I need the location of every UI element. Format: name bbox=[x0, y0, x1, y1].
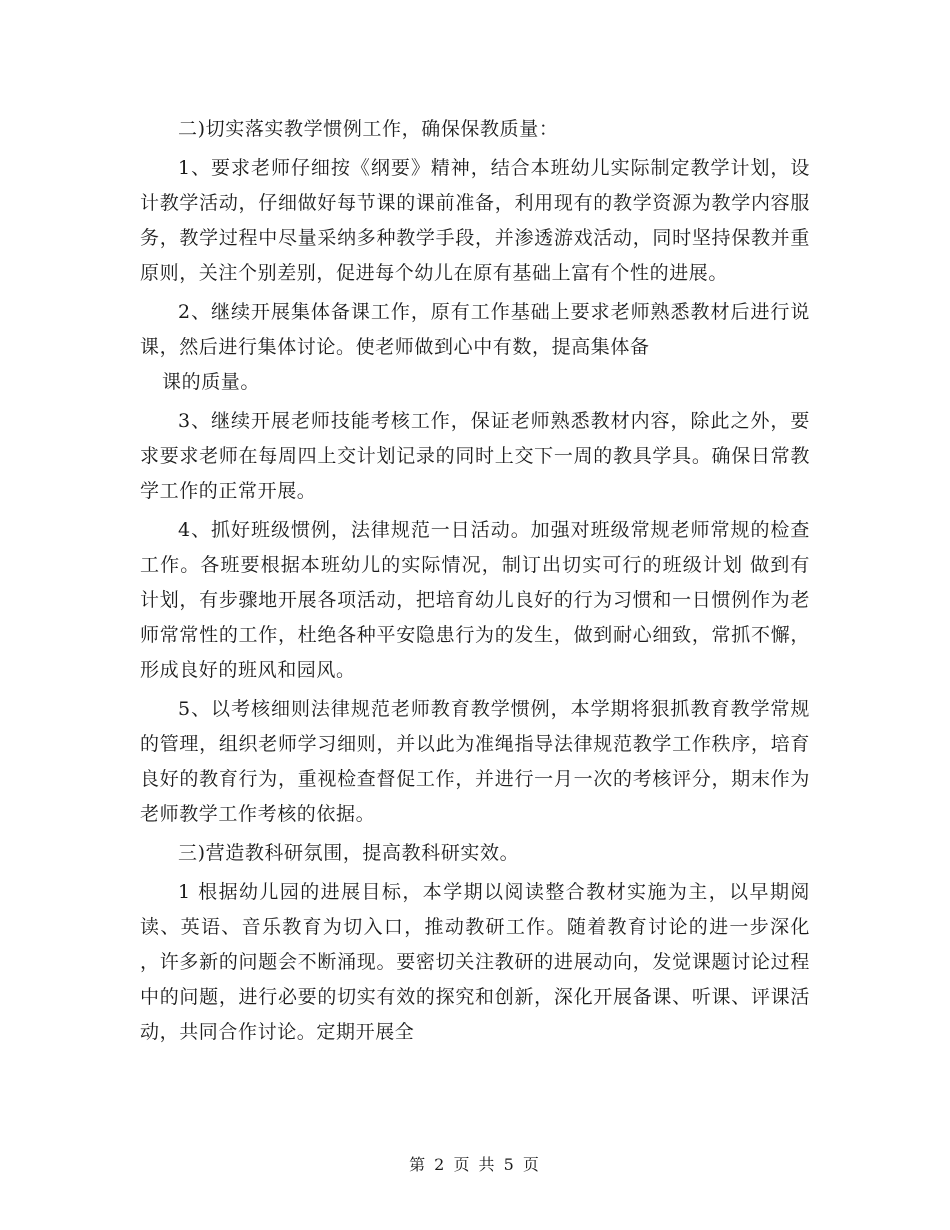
paragraph-item-5: 5、以考核细则法律规范老师教育教学惯例，本学期将狠抓教育教学常规的管理，组织老师学习细则，并以此为准绳指导法律规范教学工作秩序，培育良好的教育行为，重视检查督促工作，并进行一月一次的考核评分，期末作为老师教学工作考核的依据。 bbox=[140, 698, 810, 825]
paragraph-item-3: 3、继续开展老师技能考核工作，保证老师熟悉教材内容，除此之外，要求要求老师在每周四上交计划记录的同时上交下一周的教具学具。确保日常教学工作的正常开展。 bbox=[140, 410, 810, 502]
section-heading-three: 三)营造教科研氛围，提高教科研实效。 bbox=[178, 842, 520, 864]
paragraph-research-1: 1 根据幼儿园的进展目标，本学期以阅读整合教材实施为主，以早期阅读、英语、音乐教育为切入口，推动教研工作。随着教育讨论的进一步深化 ，许多新的问题会不断涌现。要密切关注教研的进展动向，发觉课题讨论过程中的问题，进行必要的切实有效的探究和创新，深化开展备课、听课、评课活动，共同合作讨论。定期开展全 bbox=[140, 881, 810, 1043]
page-number-footer: 第 2 页 共 5 页 bbox=[409, 1155, 541, 1174]
paragraph-item-1: 1、要求老师仔细按《纲要》精神，结合本班幼儿实际制定教学计划，设计教学活动，仔细做好每节课的课前准备，利用现有的教学资源为教学内容服务，教学过程中尽量采纳多种教学手段，并渗透游戏活动，同时坚持保教并重原则，关注个别差别，促进每个幼儿在原有基础上富有个性的进展。 bbox=[140, 157, 810, 284]
paragraph-item-4: 4、抓好班级惯例，法律规范一日活动。加强对班级常规老师常规的检查工作。各班要根据本班幼儿的实际情况，制订出切实可行的班级计划 做到有计划，有步骤地开展各项活动，把培育幼儿良好的行为习惯和一日惯例作为老师常常性的工作，杜绝各种平安隐患行为的发生，做到耐心细致，常抓不懈，形成良好的班风和园风。 bbox=[140, 519, 810, 681]
section-heading-two: 二)切实落实教学惯例工作，确保保教质量： bbox=[178, 118, 559, 140]
document-body bbox=[140, 112, 810, 1050]
paragraph-item-2-continued: 课的质量。 bbox=[162, 371, 261, 393]
paragraph-item-2: 2、继续开展集体备课工作，原有工作基础上要求老师熟悉教材后进行说课，然后进行集体讨论。使老师做到心中有数，提高集体备 bbox=[140, 301, 810, 358]
